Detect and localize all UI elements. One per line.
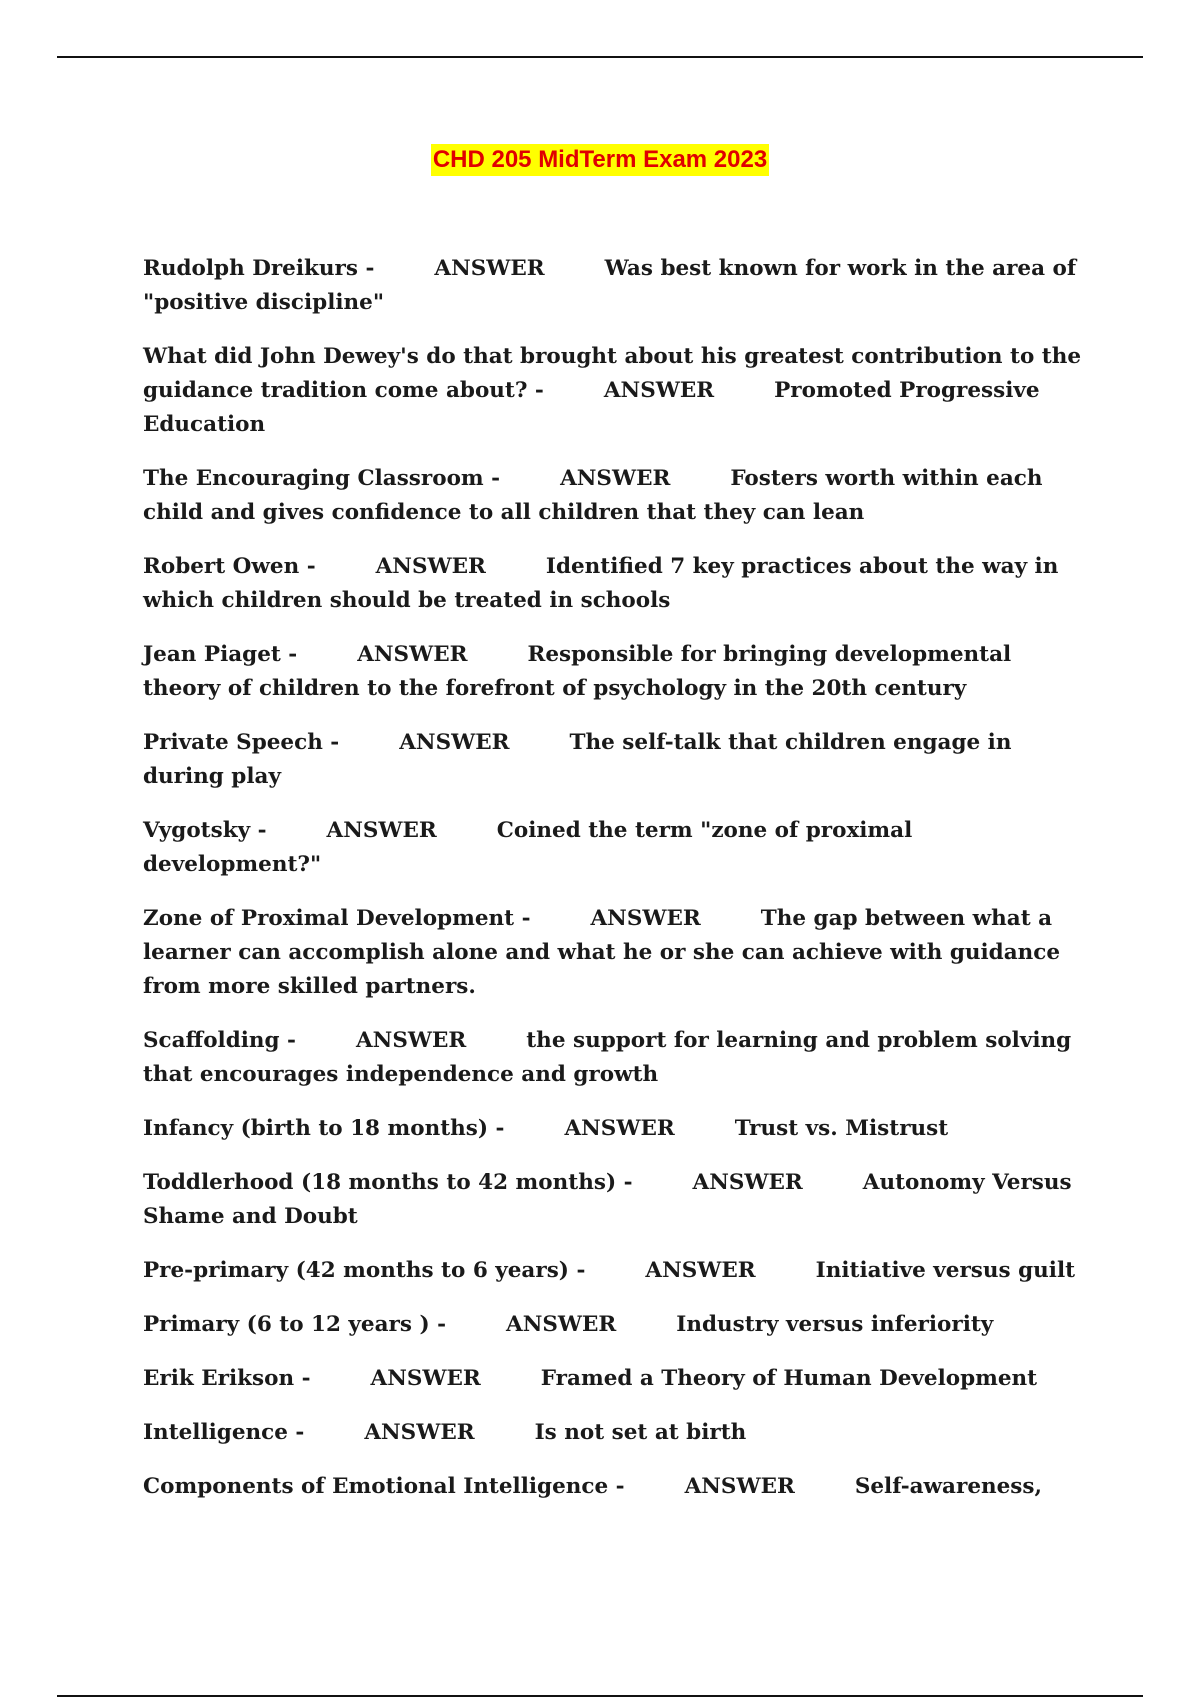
answer-label: ANSWER	[357, 642, 468, 667]
qa-term: Primary (6 to 12 years ) -	[143, 1312, 447, 1337]
qa-item	[143, 1254, 1083, 1288]
qa-item	[143, 902, 1083, 1004]
answer-label: ANSWER	[434, 256, 545, 281]
qa-term: What did John Dewey's do that brought about his greatest contribution to the guidance tradition come about? -	[143, 344, 1082, 403]
qa-term: Infancy (birth to 18 months) -	[143, 1116, 505, 1141]
qa-answer: Initiative versus guilt	[815, 1258, 1076, 1283]
qa-item	[143, 252, 1083, 320]
answer-label: ANSWER	[692, 1170, 803, 1195]
qa-item	[143, 1024, 1083, 1092]
bottom-rule	[57, 1695, 1143, 1697]
answer-label: ANSWER	[506, 1312, 617, 1337]
qa-term: Private Speech -	[143, 730, 340, 755]
qa-item	[143, 1112, 1083, 1146]
qa-item	[143, 1470, 1083, 1504]
answer-label: ANSWER	[364, 1420, 475, 1445]
qa-answer: Industry versus inferiority	[676, 1312, 994, 1337]
qa-item	[143, 726, 1083, 794]
qa-item	[143, 1166, 1083, 1234]
answer-label: ANSWER	[326, 818, 437, 843]
top-rule	[57, 56, 1143, 58]
answer-label: ANSWER	[370, 1366, 481, 1391]
qa-term: Scaffolding -	[143, 1028, 296, 1053]
qa-answer: Self-awareness,	[854, 1474, 1043, 1499]
qa-answer: Is not set at birth	[534, 1420, 747, 1445]
qa-list	[143, 252, 1083, 1524]
qa-answer: Was best known for work in the area of "positive discipline"	[143, 256, 1077, 315]
qa-answer: Autonomy Versus Shame and Doubt	[143, 1170, 1072, 1229]
qa-term: Pre-primary (42 months to 6 years) -	[143, 1258, 586, 1283]
qa-answer: Identified 7 key practices about the way in which children should be treated in schools	[143, 554, 1059, 613]
qa-term: Robert Owen -	[143, 554, 316, 579]
answer-label: ANSWER	[645, 1258, 756, 1283]
answer-label: ANSWER	[590, 906, 701, 931]
qa-item	[143, 1416, 1083, 1450]
qa-term: Jean Piaget -	[143, 642, 298, 667]
qa-answer: Promoted Progressive Education	[143, 378, 1040, 437]
qa-answer: the support for learning and problem solving that encourages independence and growth	[143, 1028, 1072, 1087]
qa-term: Erik Erikson -	[143, 1366, 311, 1391]
qa-item	[143, 638, 1083, 706]
qa-term: Toddlerhood (18 months to 42 months) -	[143, 1170, 633, 1195]
qa-answer: Responsible for bringing developmental theory of children to the forefront of psychology in the 20th century	[143, 642, 1012, 701]
qa-answer: Framed a Theory of Human Development	[540, 1366, 1038, 1391]
qa-item	[143, 462, 1083, 530]
answer-label: ANSWER	[684, 1474, 795, 1499]
answer-label: ANSWER	[355, 1028, 467, 1053]
qa-item	[143, 550, 1083, 618]
qa-term: Zone of Proximal Development -	[143, 906, 531, 931]
answer-label: ANSWER	[399, 730, 510, 755]
qa-item	[143, 1362, 1083, 1396]
qa-term: Components of Emotional Intelligence -	[143, 1474, 625, 1499]
qa-term: Rudolph Dreikurs -	[143, 256, 375, 281]
qa-answer: The self-talk that children engage in during play	[143, 730, 1012, 789]
answer-label: ANSWER	[603, 378, 715, 403]
answer-label: ANSWER	[564, 1116, 675, 1141]
answer-label: ANSWER	[375, 554, 486, 579]
qa-term: The Encouraging Classroom -	[143, 466, 501, 491]
qa-answer: Fosters worth within each child and gives confidence to all children that they can lean	[143, 466, 1043, 525]
title-block	[0, 144, 1200, 176]
qa-term: Intelligence -	[143, 1420, 305, 1445]
document-title: CHD 205 MidTerm Exam 2023	[431, 144, 769, 176]
qa-item	[143, 340, 1083, 442]
qa-item	[143, 814, 1083, 882]
answer-label: ANSWER	[560, 466, 671, 491]
qa-answer: Coined the term "zone of proximal development?"	[143, 818, 913, 877]
qa-term: Vygotsky -	[143, 818, 267, 843]
qa-answer: The gap between what a learner can accomplish alone and what he or she can achieve with guidance from more skilled partners.	[143, 906, 1061, 999]
qa-item	[143, 1308, 1083, 1342]
qa-answer: Trust vs. Mistrust	[734, 1116, 949, 1141]
